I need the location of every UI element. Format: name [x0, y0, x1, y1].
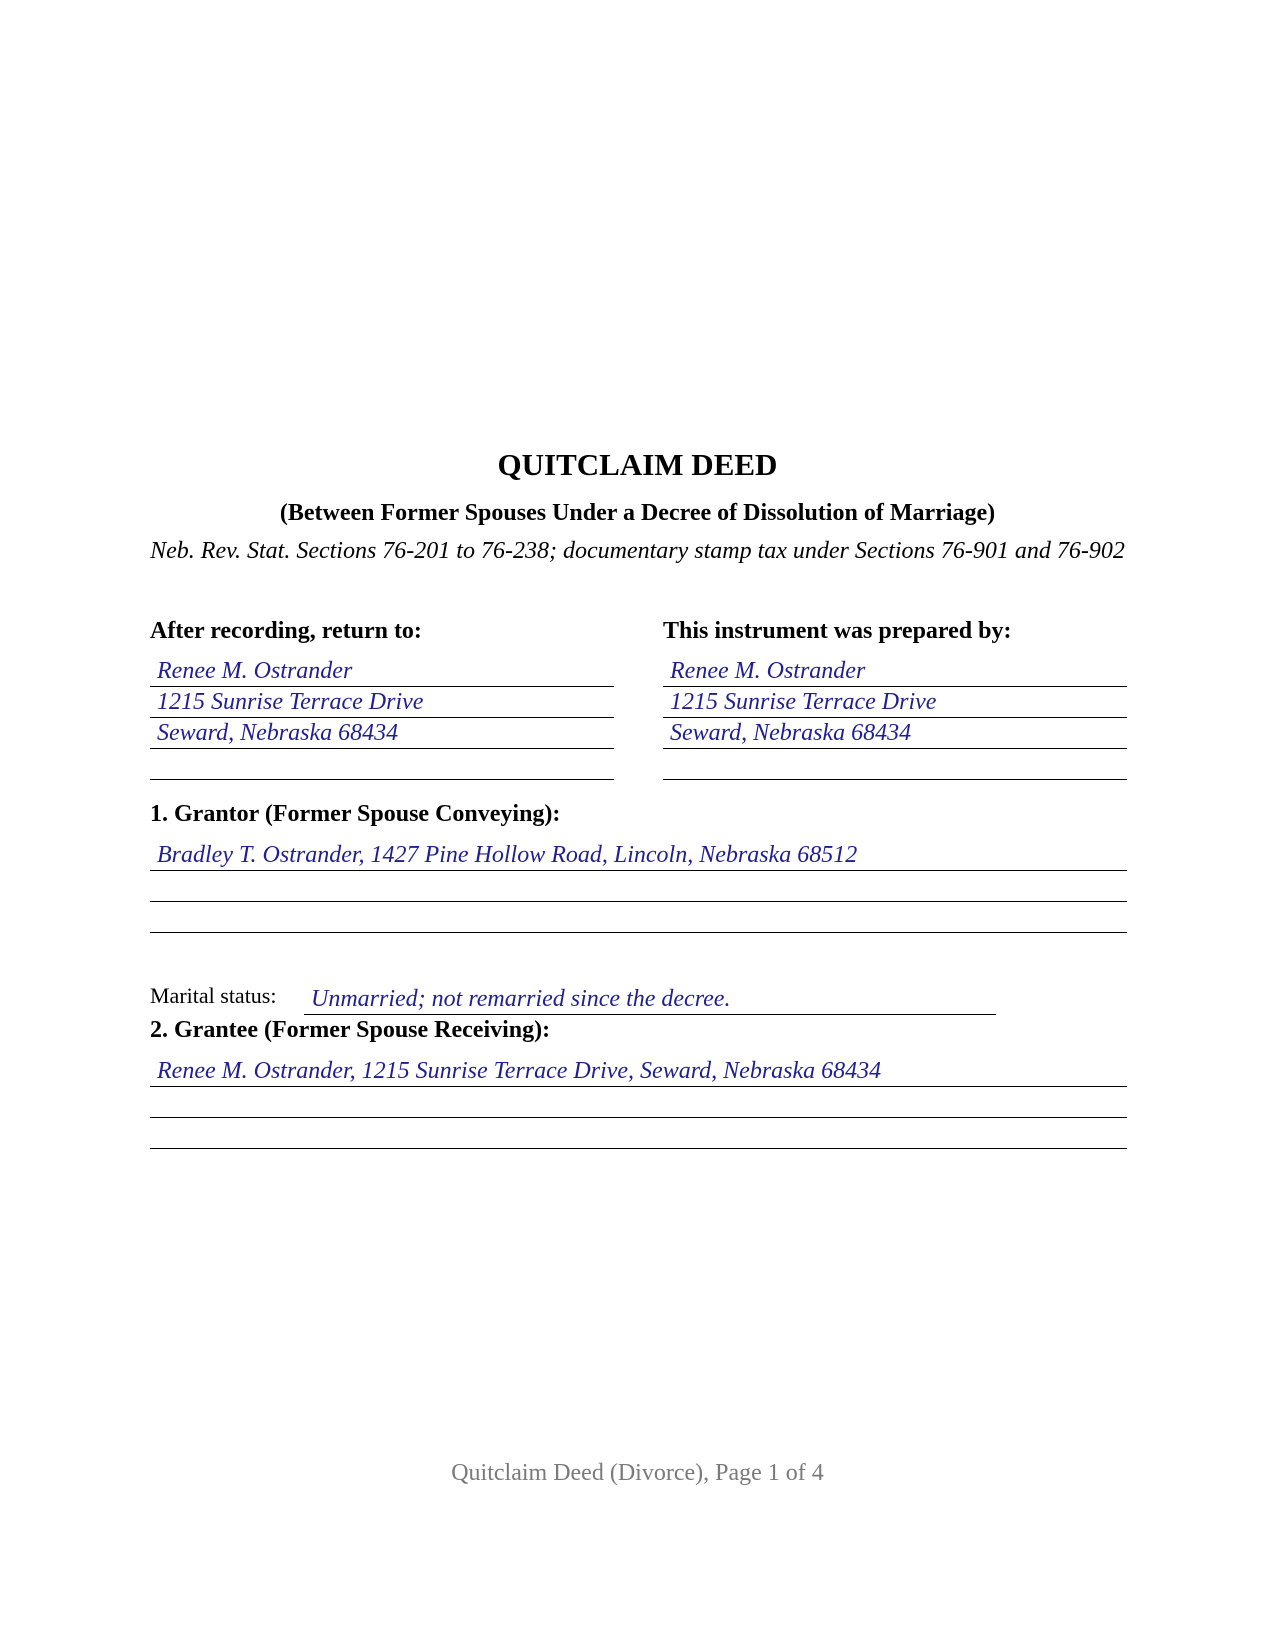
return-to-street: 1215 Sunrise Terrace Drive	[157, 689, 424, 715]
return-to-heading: After recording, return to:	[150, 618, 422, 644]
grantee-heading: 2. Grantee (Former Spouse Receiving):	[150, 1017, 551, 1043]
return-to-line-1[interactable]	[150, 657, 614, 687]
grantor-line-1[interactable]	[150, 841, 1127, 871]
return-to-line-3[interactable]	[150, 719, 614, 749]
grantee-line-2[interactable]	[150, 1088, 1127, 1118]
marital-status-value: Unmarried; not remarried since the decree.	[311, 986, 731, 1012]
page-footer: Quitclaim Deed (Divorce), Page 1 of 4	[451, 1460, 824, 1486]
prepared-by-line-3[interactable]	[663, 719, 1127, 749]
prepared-by-line-2[interactable]	[663, 688, 1127, 718]
return-to-city: Seward, Nebraska 68434	[157, 720, 399, 746]
document-title: QUITCLAIM DEED	[497, 447, 778, 482]
grantor-line-3[interactable]	[150, 903, 1127, 933]
prepared-by-line-1[interactable]	[663, 657, 1127, 687]
prepared-by-city: Seward, Nebraska 68434	[670, 720, 912, 746]
return-to-name: Renee M. Ostrander	[157, 658, 353, 684]
prepared-by-heading: This instrument was prepared by:	[663, 618, 1012, 644]
prepared-by-street: 1215 Sunrise Terrace Drive	[670, 689, 937, 715]
document-subtitle: (Between Former Spouses Under a Decree of Dissolution of Marriage)	[279, 500, 996, 526]
grantee-line-3[interactable]	[150, 1119, 1127, 1149]
prepared-by-line-4[interactable]	[663, 750, 1127, 780]
statute-reference: Neb. Rev. Stat. Sections 76-201 to 76-238; documentary stamp tax under Sections 76-901 and 76-902	[150, 538, 1125, 564]
marital-status-label: Marital status:	[150, 983, 277, 1008]
grantee-line-1[interactable]	[150, 1057, 1127, 1087]
return-to-line-4[interactable]	[150, 750, 614, 780]
grantor-line-2[interactable]	[150, 872, 1127, 902]
grantee-name-address: Renee M. Ostrander, 1215 Sunrise Terrace Drive, Seward, Nebraska 68434	[157, 1058, 882, 1084]
return-to-line-2[interactable]	[150, 688, 614, 718]
marital-status-line[interactable]	[304, 985, 996, 1015]
grantor-heading: 1. Grantor (Former Spouse Conveying):	[150, 801, 561, 827]
grantor-name-address: Bradley T. Ostrander, 1427 Pine Hollow Road, Lincoln, Nebraska 68512	[157, 842, 858, 868]
prepared-by-name: Renee M. Ostrander	[670, 658, 866, 684]
